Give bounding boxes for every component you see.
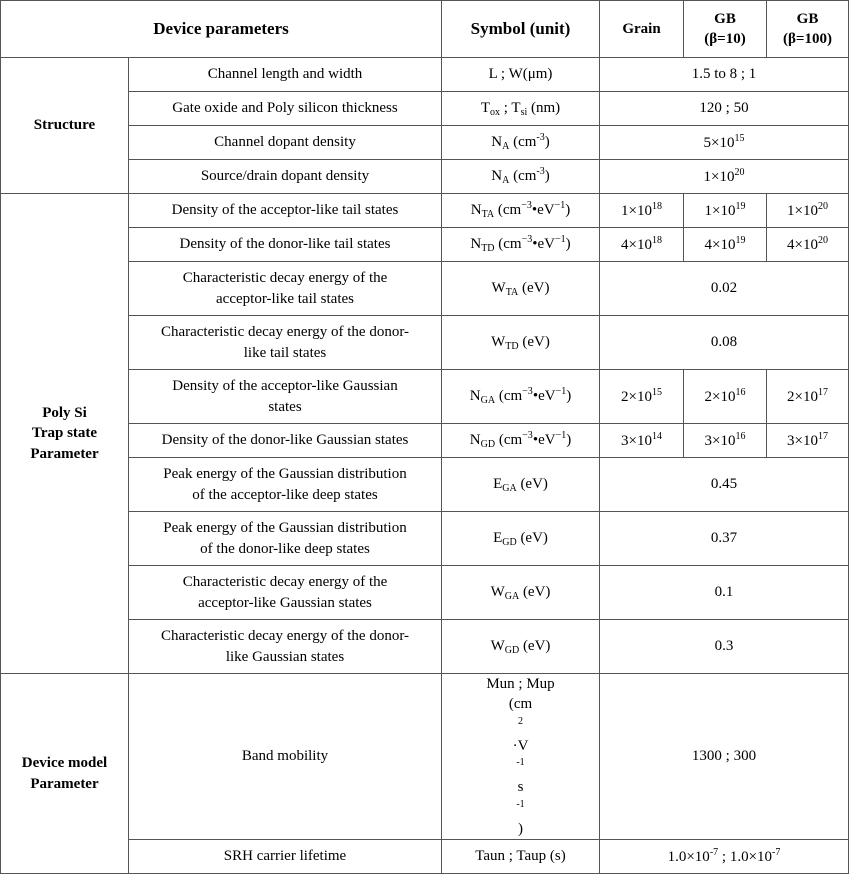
grain-value-cell: $3\times 10^{14}$ [600,424,684,458]
param-cell: Density of the acceptor-like tail states [129,194,442,228]
param-cell: Characteristic decay energy of the donor- like Gaussian states [129,620,442,674]
param-cell: SRH carrier lifetime [129,840,442,874]
symbol-cell: $W_{GA}$ (eV) [442,566,600,620]
table-row [1,370,849,424]
symbol-cell: $N_{GD}$ $(cm^{-3}•eV^{-1})$ [442,424,600,458]
symbol-cell: $T_{ox}$ ; $T_{si}$ (nm) [442,92,600,126]
table-row [1,194,849,228]
param-cell: Characteristic decay energy of the donor- like tail states [129,316,442,370]
symbol-cell: $N_A$ $(cm^{-3})$ [442,126,600,160]
grain-value-cell: $4\times 10^{18}$ [600,228,684,262]
param-cell: Characteristic decay energy of the acceptor-like Gaussian states [129,566,442,620]
gb100-value-cell: $4\times 10^{20}$ [767,228,849,262]
gb10-value-cell: $3\times 10^{16}$ [684,424,767,458]
value-cell: $1\times 10^{20}$ [600,160,849,194]
gb10-value-cell: $4\times 10^{19}$ [684,228,767,262]
table-row [1,126,849,160]
table-row [1,160,849,194]
value-cell: 0.3 [600,620,849,674]
header-grain: Grain [600,1,684,58]
section-structure: Structure [1,58,129,194]
param-cell: Density of the acceptor-like Gaussian states [129,370,442,424]
symbol-cell: $W_{TA}$ (eV) [442,262,600,316]
param-cell: Channel length and width [129,58,442,92]
param-cell: Characteristic decay energy of the acceptor-like tail states [129,262,442,316]
gb100-value-cell: $2\times 10^{17}$ [767,370,849,424]
param-cell: Band mobility [129,674,442,840]
param-cell: Density of the donor-like Gaussian states [129,424,442,458]
table-row [1,512,849,566]
value-cell: 0.1 [600,566,849,620]
header-row [1,1,849,58]
table-row [1,58,849,92]
value-cell: 120 ; 50 [600,92,849,126]
symbol-cell: Mun ; Mup (cm $^2$ ·V $^{-1}$ s $^{-1}$ ) [442,674,600,840]
value-cell: $1.0\times 10^{-7}$ ; $1.0\times 10^{-7}$ [600,840,849,874]
header-gb-beta-10: GB (β=10) [684,1,767,58]
symbol-cell: $N_A$ $(cm^{-3})$ [442,160,600,194]
value-cell: 0.37 [600,512,849,566]
table-row [1,674,849,840]
param-cell: Density of the donor-like tail states [129,228,442,262]
symbol-cell: $E_{GD}$ (eV) [442,512,600,566]
symbol-cell: $E_{GA}$ (eV) [442,458,600,512]
table-row [1,424,849,458]
symbol-cell: Taun ; Taup (s) [442,840,600,874]
section-poly-si-trap-state: Poly Si Trap state Parameter [1,194,129,674]
grain-value-cell: $1\times 10^{18}$ [600,194,684,228]
symbol-cell: $N_{TA}$ $(cm^{-3}•eV^{-1})$ [442,194,600,228]
table-row [1,566,849,620]
table-row [1,316,849,370]
grain-value-cell: $2\times 10^{15}$ [600,370,684,424]
section-device-model: Device model Parameter [1,674,129,874]
param-cell: Peak energy of the Gaussian distribution of the donor-like deep states [129,512,442,566]
table-row [1,92,849,126]
table-row [1,458,849,512]
symbol-cell: $W_{TD}$ (eV) [442,316,600,370]
table-row [1,262,849,316]
param-cell: Gate oxide and Poly silicon thickness [129,92,442,126]
gb100-value-cell: $1\times 10^{20}$ [767,194,849,228]
value-cell: 1300 ; 300 [600,674,849,840]
value-cell: 0.45 [600,458,849,512]
header-gb-beta-100: GB (β=100) [767,1,849,58]
table-row [1,620,849,674]
symbol-cell: $W_{GD}$ (eV) [442,620,600,674]
header-symbol-unit: Symbol (unit) [442,1,600,58]
symbol-cell: $N_{GA}$ $(cm^{-3}•eV^{-1})$ [442,370,600,424]
value-cell: 0.02 [600,262,849,316]
param-cell: Channel dopant density [129,126,442,160]
gb10-value-cell: $2\times 10^{16}$ [684,370,767,424]
symbol-cell: $N_{TD}$ $(cm^{-3}•eV^{-1})$ [442,228,600,262]
symbol-cell: L ; W(μm) [442,58,600,92]
param-cell: Peak energy of the Gaussian distribution of the acceptor-like deep states [129,458,442,512]
value-cell: $5\times 10^{15}$ [600,126,849,160]
value-cell: 0.08 [600,316,849,370]
table-row [1,840,849,874]
gb100-value-cell: $3\times 10^{17}$ [767,424,849,458]
gb10-value-cell: $1\times 10^{19}$ [684,194,767,228]
value-cell: 1.5 to 8 ; 1 [600,58,849,92]
table-row [1,228,849,262]
param-cell: Source/drain dopant density [129,160,442,194]
header-device-parameters: Device parameters [1,1,442,58]
